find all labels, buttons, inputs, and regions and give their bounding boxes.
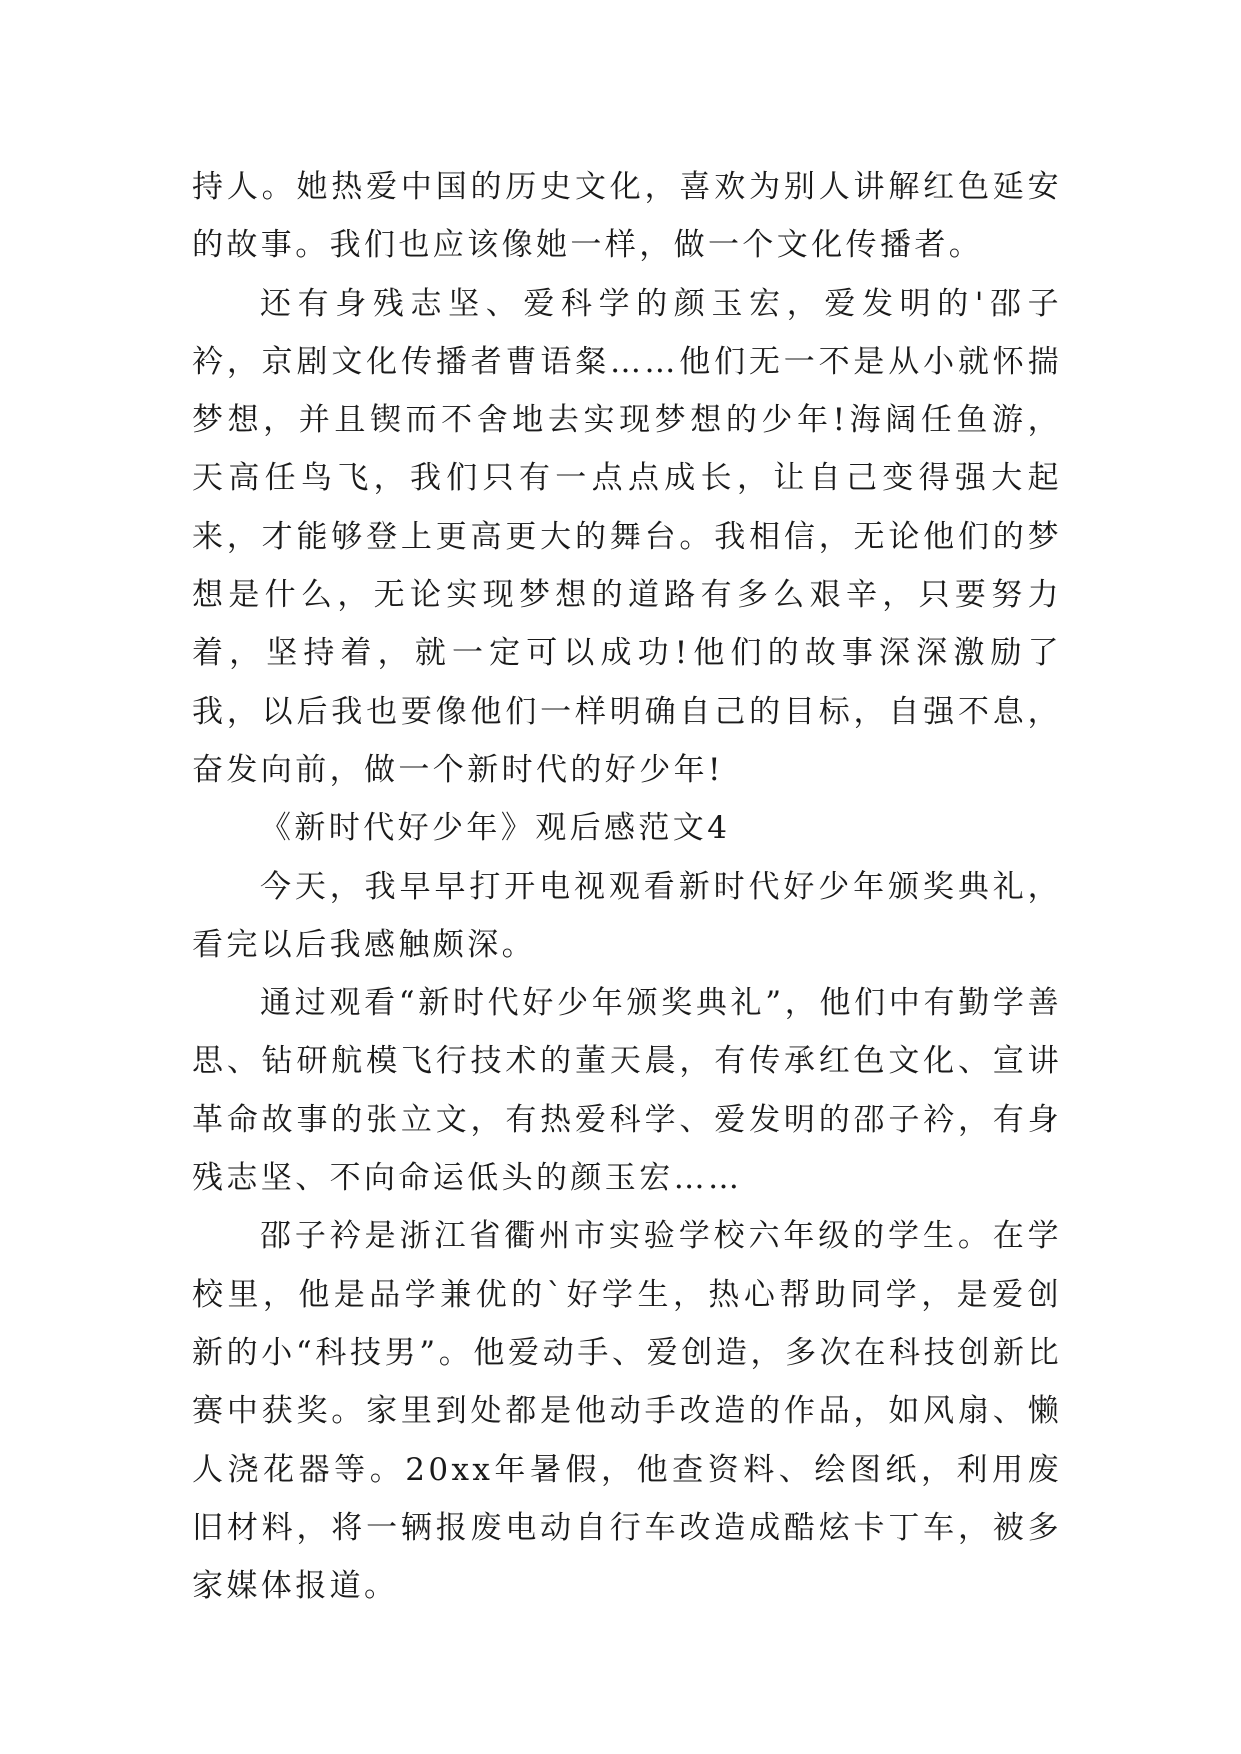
paragraph-3: 今天，我早早打开电视观看新时代好少年颁奖典礼，看完以后我感触颇深。 xyxy=(192,868,1062,963)
paragraph-5: 邵子衿是浙江省衢州市实验学校六年级的学生。在学校里，他是品学兼优的`好学生，热心帮助同学，是爱创新的小“科技男”。他爱动手、爱创造，多次在科技创新比赛中获奖。家里到处都是他动手改造的作品，如风扇、懒人浇花器等。20xx年暑假，他查资料、绘图纸，利用废旧材料，将一辆报废电动自行车改造成酷炫卡丁车，被多家媒体报道。 xyxy=(192,1218,1062,1605)
paragraph-1: 持人。她热爱中国的历史文化，喜欢为别人讲解红色延安的故事。我们也应该像她一样，做一个文化传播者。 xyxy=(192,169,1062,264)
paragraph-2: 还有身残志坚、爱科学的颜玉宏，爱发明的'邵子衿，京剧文化传播者曹语粲……他们无一不是从小就怀揣梦想，并且锲而不舍地去实现梦想的少年!海阔任鱼游，天高任鸟飞，我们只有一点点成长，让自己变得强大起来，才能够登上更高更大的舞台。我相信，无论他们的梦想是什么，无论实现梦想的道路有多么艰辛，只要努力着，坚持着，就一定可以成功!他们的故事深深激励了我，以后我也要像他们一样明确自己的目标，自强不息，奋发向前，做一个新时代的好少年! xyxy=(192,285,1062,788)
article-body xyxy=(192,158,1062,1615)
section-title: 《新时代好少年》观后感范文4 xyxy=(260,810,731,847)
paragraph-4: 通过观看“新时代好少年颁奖典礼”，他们中有勤学善思、钻研航模飞行技术的董天晨，有传承红色文化、宣讲革命故事的张立文，有热爱科学、爱发明的邵子衿，有身残志坚、不向命运低头的颜玉宏…… xyxy=(192,985,1062,1197)
